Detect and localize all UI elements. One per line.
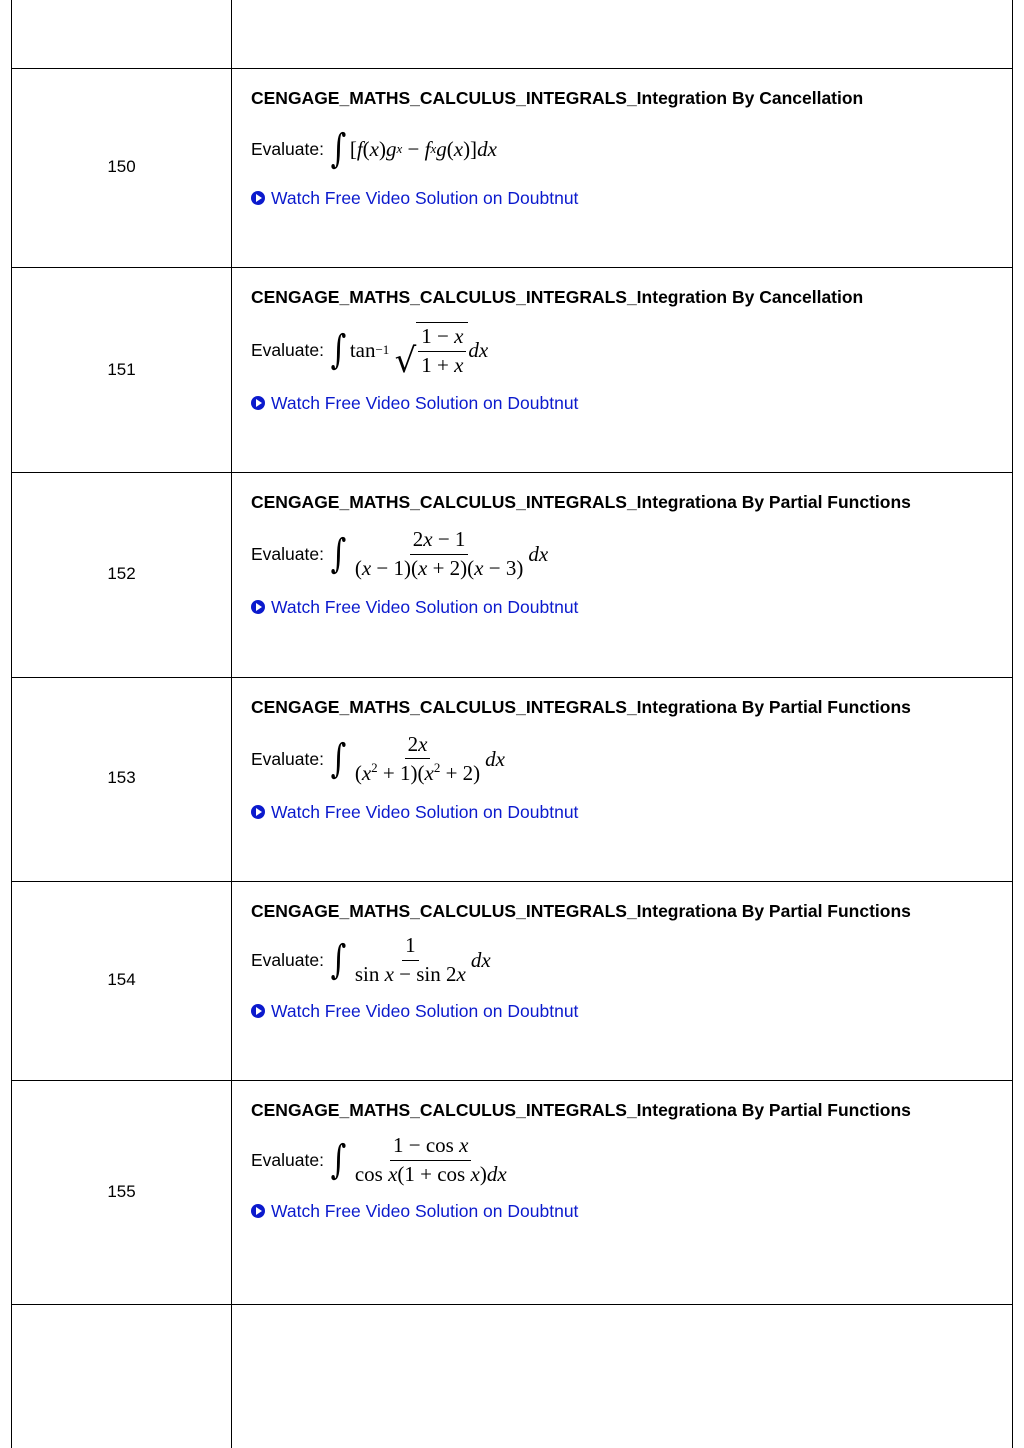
play-circle-icon	[251, 191, 265, 205]
question-text	[251, 522, 1001, 586]
evaluate-label: Evaluate:	[251, 748, 324, 769]
table-border-left	[11, 0, 12, 1448]
question-text	[251, 928, 1001, 992]
question-text	[251, 727, 1001, 791]
play-circle-icon	[251, 396, 265, 410]
row-divider	[11, 1304, 1013, 1305]
question-category: CENGAGE_MATHS_CALCULUS_INTEGRALS_Integrationa By Partial Functions	[251, 1100, 911, 1120]
row-divider	[11, 68, 1013, 69]
math-expression: ∫ [ f ( x ) g x − f x g ( x )] dx	[330, 126, 497, 172]
watch-video-link[interactable]	[251, 187, 1001, 209]
math-expression: ∫ $\frac{2x - 1}{(x - 1)(x + 2)(x - 3)}$ dx	[330, 527, 549, 580]
question-cell	[251, 696, 1001, 823]
table-border-right	[1012, 0, 1013, 1448]
question-text	[251, 318, 1001, 382]
evaluate-label: Evaluate:	[251, 949, 324, 970]
play-circle-icon	[251, 600, 265, 614]
question-category: CENGAGE_MATHS_CALCULUS_INTEGRALS_Integration By Cancellation	[251, 88, 864, 108]
question-text	[251, 117, 1001, 181]
play-circle-icon	[251, 1004, 265, 1018]
question-cell	[251, 1099, 1001, 1222]
watch-video-link[interactable]	[251, 1000, 1001, 1022]
watch-video-link-text: Watch Free Video Solution on Doubtnut	[271, 1201, 579, 1221]
watch-video-link-text: Watch Free Video Solution on Doubtnut	[271, 188, 579, 208]
question-number: 151	[107, 360, 136, 379]
math-expression: ∫ $\frac{2x}{(x^2 + 1)(x^2 + 2)}$ dx	[330, 731, 505, 785]
math-expression: ∫ tan −1 √ $\frac{1 - x}{1 + x}$ dx	[330, 324, 489, 381]
row-divider	[11, 1080, 1013, 1081]
question-cell	[251, 87, 1001, 209]
watch-video-link-text: Watch Free Video Solution on Doubtnut	[271, 597, 579, 617]
watch-video-link[interactable]	[251, 392, 1001, 414]
question-number: 155	[107, 1182, 136, 1201]
watch-video-link[interactable]	[251, 801, 1001, 823]
question-cell	[251, 286, 1001, 414]
play-circle-icon	[251, 805, 265, 819]
question-cell	[251, 900, 1001, 1022]
evaluate-label: Evaluate:	[251, 1149, 324, 1170]
row-divider	[11, 677, 1013, 678]
question-category: CENGAGE_MATHS_CALCULUS_INTEGRALS_Integrationa By Partial Functions	[251, 697, 911, 717]
row-divider	[11, 267, 1013, 268]
evaluate-label: Evaluate:	[251, 339, 324, 360]
watch-video-link[interactable]	[251, 1200, 1001, 1222]
watch-video-link-text: Watch Free Video Solution on Doubtnut	[271, 1001, 579, 1021]
watch-video-link[interactable]	[251, 596, 1001, 618]
row-divider	[11, 472, 1013, 473]
question-cell	[251, 491, 1001, 618]
evaluate-label: Evaluate:	[251, 543, 324, 564]
table-column-divider	[231, 0, 232, 1448]
evaluate-label: Evaluate:	[251, 138, 324, 159]
question-category: CENGAGE_MATHS_CALCULUS_INTEGRALS_Integrationa By Partial Functions	[251, 901, 911, 921]
question-number: 153	[107, 768, 136, 787]
question-category: CENGAGE_MATHS_CALCULUS_INTEGRALS_Integrationa By Partial Functions	[251, 492, 911, 512]
math-expression: ∫ $\frac{1}{\text{sin x − sin 2x}}$ dx	[330, 933, 491, 986]
watch-video-link-text: Watch Free Video Solution on Doubtnut	[271, 802, 579, 822]
play-circle-icon	[251, 1204, 265, 1218]
row-divider	[11, 881, 1013, 882]
question-number: 150	[107, 157, 136, 176]
question-number: 152	[107, 564, 136, 583]
question-category: CENGAGE_MATHS_CALCULUS_INTEGRALS_Integration By Cancellation	[251, 287, 864, 307]
math-expression: ∫ $\frac{\text{1 − cos x}}{\text{cos x(1 + cos x)dx}}$	[330, 1133, 507, 1186]
question-text	[251, 1128, 1001, 1192]
watch-video-link-text: Watch Free Video Solution on Doubtnut	[271, 393, 579, 413]
question-number: 154	[107, 970, 136, 989]
